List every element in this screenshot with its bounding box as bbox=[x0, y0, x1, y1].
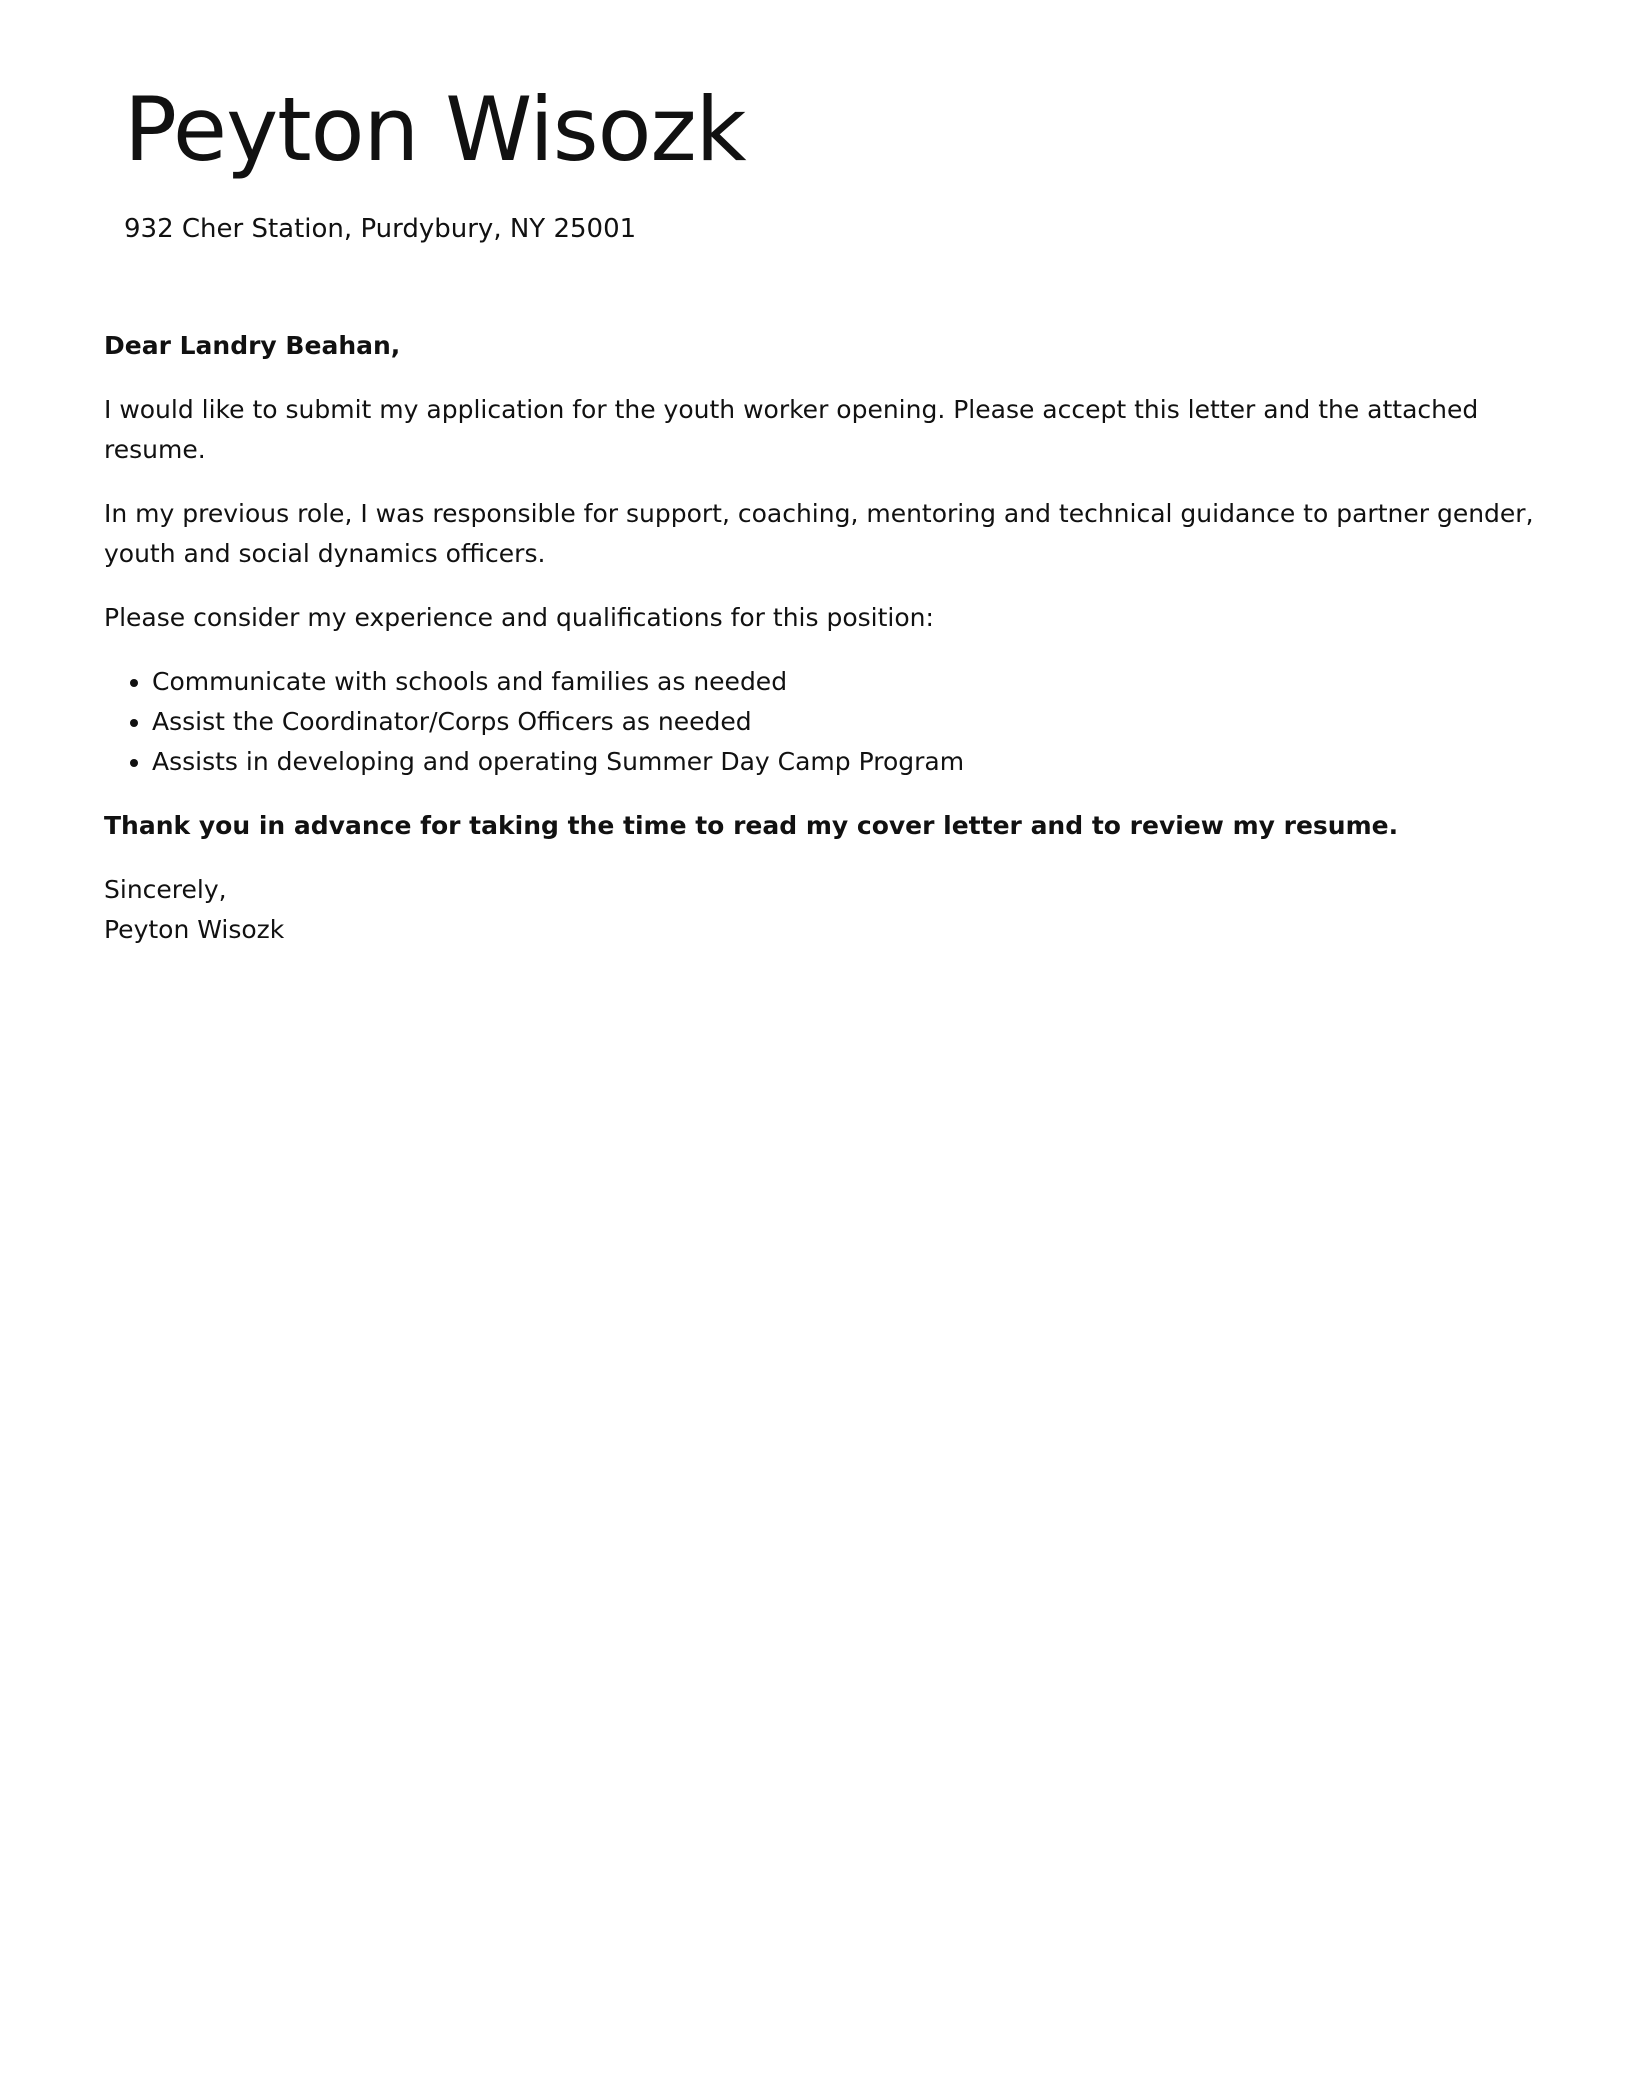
salutation: Dear Landry Beahan, bbox=[104, 331, 401, 360]
list-item: • Assist the Coordinator/Corps Officers as needed bbox=[152, 702, 1544, 742]
thank-you-paragraph: Thank you in advance for taking the time to read my cover letter and to review my resume. bbox=[104, 811, 1399, 840]
list-item: • Assists in developing and operating Summer Day Camp Program bbox=[152, 742, 1544, 782]
letter-body bbox=[104, 326, 1544, 950]
applicant-address: 932 Cher Station, Purdybury, NY 25001 bbox=[124, 214, 637, 244]
qualifications-list bbox=[104, 662, 1544, 782]
signoff bbox=[104, 870, 1544, 950]
letter-header bbox=[124, 70, 746, 246]
qualifications-intro: Please consider my experience and qualifications for this position: bbox=[104, 603, 934, 632]
closing: Sincerely, bbox=[104, 875, 227, 904]
applicant-name: Peyton Wisozk bbox=[124, 78, 746, 181]
signature-name: Peyton Wisozk bbox=[104, 915, 285, 944]
experience-paragraph: In my previous role, I was responsible for support, coaching, mentoring and technical guidance to partner gender, youth and social dynamics officers. bbox=[104, 499, 1534, 568]
list-item: • Communicate with schools and families as needed bbox=[152, 662, 1544, 702]
intro-paragraph: I would like to submit my application for the youth worker opening. Please accept this letter and the attached resume. bbox=[104, 395, 1479, 464]
